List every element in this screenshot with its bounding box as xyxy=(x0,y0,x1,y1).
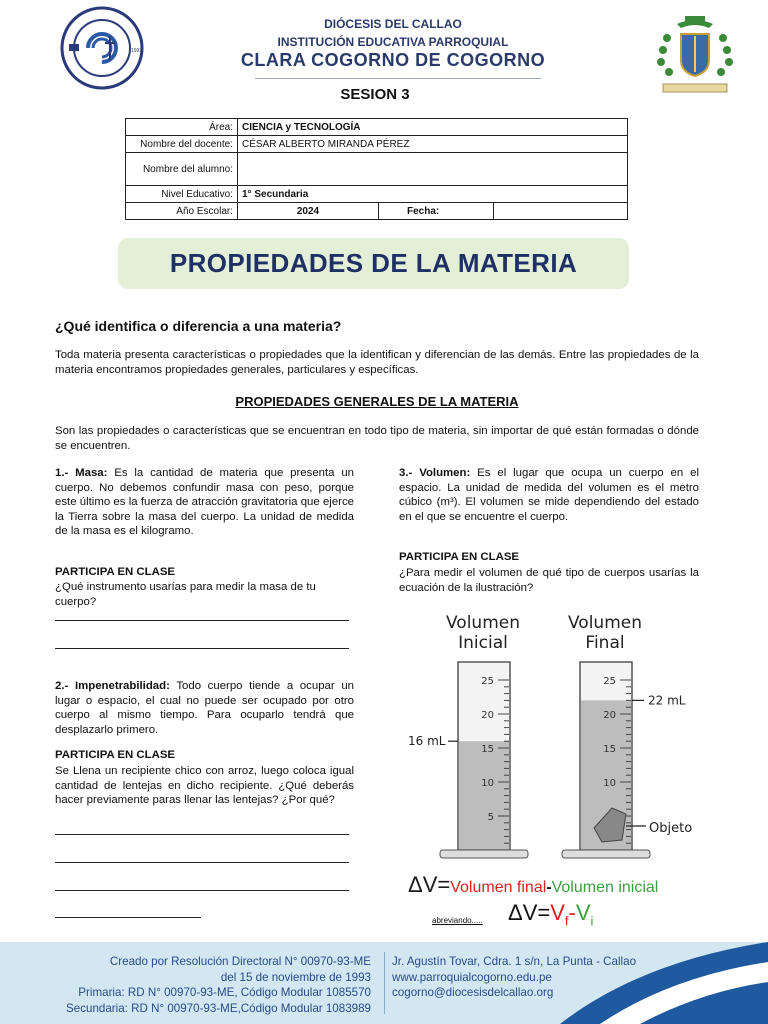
level-value: 1° Secundaria xyxy=(238,186,628,203)
header-school-name: CLARA COGORNO DE COGORNO xyxy=(240,50,546,70)
volumen-participa: PARTICIPA EN CLASE xyxy=(399,551,520,563)
label-initial-1: Volumen xyxy=(445,613,521,633)
section-intro: Son las propiedades o características que se encuentran en todo tipo de materia, sin importar de qué están formadas o dónde se encuentren. xyxy=(55,425,699,452)
impenetrabilidad-text: Todo cuerpo tiende a ocupar un lugar o espacio, el cual no puede ser ocupado por otro cuerpo al mismo tiempo. Para ocuparlo tendrá que desplazarlo primero. xyxy=(55,680,354,736)
masa-question: ¿Qué instrumento usarías para medir la masa de tu cuerpo? xyxy=(55,581,316,608)
svg-text:1993: 1993 xyxy=(131,48,143,54)
cylinder-tick-label: 25 xyxy=(603,676,616,687)
volumen-paragraph xyxy=(399,466,699,524)
cylinder-tick-label: 15 xyxy=(603,744,616,755)
graduated-cylinders-figure xyxy=(400,606,710,868)
formula-final: Volumen final xyxy=(450,879,547,896)
area-value: CIENCIA y TECNOLOGÍA xyxy=(238,119,628,136)
intro-paragraph: Toda materia presenta características o propiedades que la identifican y diferencian de las demás. Entre las propiedades de la materia encontramos propiedades generales, particulares y específicas. xyxy=(55,349,699,376)
cylinder-initial-base xyxy=(440,850,528,858)
year-label: Año Escolar: xyxy=(126,203,238,220)
formula-abbr-label: abreviando..... xyxy=(432,916,483,925)
teacher-value: CÉSAR ALBERTO MIRANDA PÉREZ xyxy=(238,136,628,153)
label-final-2: Final xyxy=(585,633,625,653)
answer-line[interactable] xyxy=(55,620,349,621)
cylinder-tick-label: 10 xyxy=(603,778,616,789)
student-name-field[interactable] xyxy=(238,153,628,186)
cylinder-tick-label: 25 xyxy=(481,676,494,687)
cylinder-tick-label: 20 xyxy=(603,710,616,721)
masa-paragraph xyxy=(55,466,354,539)
question-heading: ¿Qué identifica o diferencia a una materia? xyxy=(55,318,342,334)
reading-initial: 16 mL xyxy=(408,734,446,749)
masa-text: Es la cantidad de materia que presenta un cuerpo. No debemos confundir masa con peso, porque este último es la fuerza de atracción gravitatoria que ejerce la Tierra sobre la masa del cuerpo. La unidad de medida de la masa es el kilogramo. xyxy=(55,467,354,538)
cylinder-tick-label: 20 xyxy=(481,710,494,721)
section-heading: PROPIEDADES GENERALES DE LA MATERIA xyxy=(235,394,519,409)
cylinder-final-base xyxy=(562,850,650,858)
short-minus: - xyxy=(568,900,576,925)
date-field[interactable] xyxy=(494,203,628,220)
footer-website[interactable]: www.parroquialcogorno.edu.pe xyxy=(392,970,552,984)
footer-divider xyxy=(384,952,385,1014)
school-logo xyxy=(55,6,149,90)
volumen-question: ¿Para medir el volumen de qué tipo de cuerpos usarías la ecuación de la ilustración? xyxy=(399,567,699,594)
object-label: Objeto xyxy=(649,821,693,836)
header-diocese: DIÓCESIS DEL CALLAO xyxy=(324,17,462,31)
cylinder-final xyxy=(562,662,692,858)
table-row xyxy=(126,186,628,203)
short-i: i xyxy=(590,913,594,929)
level-label: Nivel Educativo: xyxy=(126,186,238,203)
reading-final: 22 mL xyxy=(648,693,686,708)
formula-initial: Volumen inicial xyxy=(551,879,659,896)
footer-resolution: Creado por Resolución Directoral N° 00970-93-ME xyxy=(109,955,371,968)
footer-left xyxy=(40,954,371,1016)
table-row xyxy=(126,136,628,153)
footer-address: Jr. Agustín Tovar, Cdra. 1 s/n, La Punta - Callao xyxy=(392,955,637,968)
impenetrabilidad-participa: PARTICIPA EN CLASE xyxy=(55,749,176,761)
footer-email[interactable]: cogorno@diocesisdelcallao.org xyxy=(392,986,554,1000)
short-vf: V xyxy=(550,900,565,925)
page-title: PROPIEDADES DE LA MATERIA xyxy=(169,248,578,278)
short-formula xyxy=(508,900,593,928)
title-banner xyxy=(118,238,629,289)
label-initial-2: Inicial xyxy=(458,633,508,653)
short-vi: V xyxy=(575,900,591,925)
student-label: Nombre del alumno: xyxy=(126,153,238,186)
student-info-table xyxy=(125,118,628,220)
formula-delta-v: ΔV= xyxy=(408,872,451,897)
cylinder-tick-label: 5 xyxy=(487,812,494,823)
cylinder-tick-label: 10 xyxy=(481,778,494,789)
header-divider xyxy=(255,78,541,79)
cylinder-initial xyxy=(408,662,528,858)
answer-line[interactable] xyxy=(55,648,349,649)
volume-formula xyxy=(408,872,658,898)
answer-line[interactable] xyxy=(55,890,349,891)
footer-secundaria: Secundaria: RD N° 00970-93-ME,Código Modular 1083989 xyxy=(66,1001,371,1015)
footer-date: del 15 de noviembre de 1993 xyxy=(220,970,371,984)
answer-line[interactable] xyxy=(55,862,349,863)
footer-right xyxy=(392,954,652,1001)
table-row xyxy=(126,203,628,220)
year-value: 2024 xyxy=(238,203,379,220)
impenetrabilidad-paragraph xyxy=(55,679,354,737)
teacher-label: Nombre del docente: xyxy=(126,136,238,153)
table-row xyxy=(126,153,628,186)
table-row xyxy=(126,119,628,136)
impenetrabilidad-question: Se Llena un recipiente chico con arroz, luego coloca igual cantidad de lentejas en dicho recipiente. ¿Qué deberás hacer previamente paras llenar las lentejas? ¿Por qué? xyxy=(55,765,354,807)
cylinder-tick-label: 15 xyxy=(481,744,494,755)
diocese-coat-of-arms xyxy=(655,10,735,96)
formula-minus: - xyxy=(546,879,552,896)
cylinder-initial-liquid xyxy=(459,741,509,849)
volumen-heading: 3.- Volumen: xyxy=(399,467,471,479)
answer-line[interactable] xyxy=(55,834,349,835)
session-title: SESION 3 xyxy=(340,86,410,103)
volumen-text: Es el lugar que ocupa un cuerpo en el espacio. La unidad de medida del volumen es el metro cúbico (m³). El volumen se mide dependiendo del estado en el que se encuentre el cuerpo. xyxy=(399,467,699,523)
header-institution: INSTITUCIÓN EDUCATIVA PARROQUIAL xyxy=(277,35,509,49)
masa-participa: PARTICIPA EN CLASE xyxy=(55,566,176,578)
date-label: Fecha: xyxy=(379,203,494,220)
answer-line[interactable] xyxy=(55,917,201,918)
label-final-1: Volumen xyxy=(567,613,643,633)
impenetrabilidad-heading: 2.- Impenetrabilidad: xyxy=(55,680,170,692)
masa-heading: 1.- Masa: xyxy=(55,467,108,479)
short-delta: ΔV= xyxy=(508,900,551,925)
footer-primaria: Primaria: RD N° 00970-93-ME, Código Modular 1085570 xyxy=(78,986,371,1000)
short-f: f xyxy=(564,913,569,929)
area-label: Área: xyxy=(126,119,238,136)
